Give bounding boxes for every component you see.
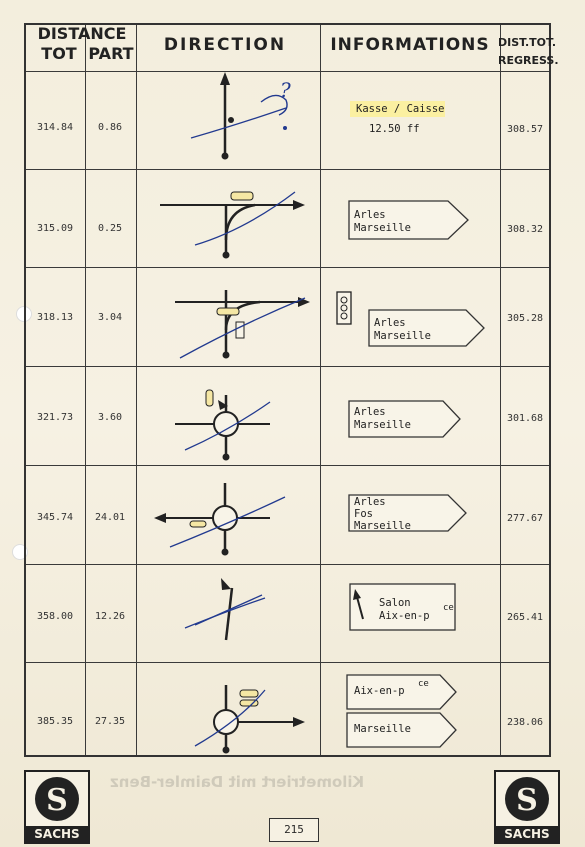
roundabout-right-icon xyxy=(170,680,320,755)
row-1-part: 0.86 xyxy=(97,122,123,133)
row-7-sign-bottom xyxy=(346,712,458,748)
header-distance-label: DISTANCE xyxy=(37,24,127,43)
row-7-sign-line1: Aix-en-p xyxy=(354,685,405,697)
row-3-part: 3.04 xyxy=(97,312,123,323)
sachs-emblem-icon xyxy=(496,772,558,826)
row-2-sign-line2: Marseille xyxy=(354,222,411,234)
row-3-sign-line2: Marseille xyxy=(374,330,431,342)
row-5-sign xyxy=(348,494,468,532)
row-6-sign-line1: Salon xyxy=(379,597,411,609)
row-3-traffic-light xyxy=(335,290,355,330)
sachs-logo-right xyxy=(494,770,560,844)
row-1-info-line2: 12.50 ff xyxy=(369,123,420,135)
row-6-sign-sup: ce xyxy=(443,603,454,613)
row-6-sign xyxy=(349,583,457,631)
row-7-sign-sup: ce xyxy=(418,679,429,689)
row-2-sign xyxy=(348,200,470,240)
row-5-part: 24.01 xyxy=(94,512,126,523)
row-3-tot: 318.13 xyxy=(36,312,74,323)
row-4-tot: 321.73 xyxy=(36,412,74,423)
row-2-sign-line1: Arles xyxy=(354,209,386,221)
row-3-regress: 305.28 xyxy=(506,313,544,324)
row-5-tot: 345.74 xyxy=(36,512,74,523)
row-1-handwritten-mark: ? xyxy=(280,78,291,102)
row-7-sign-top xyxy=(346,674,458,710)
row-5-sign-line1: Arles xyxy=(354,496,386,508)
row-1-info-line1: Kasse / Caisse xyxy=(356,103,445,115)
row-2-direction-diagram xyxy=(155,180,315,260)
header-direction: DIRECTION xyxy=(163,35,287,55)
row-7-direction-diagram xyxy=(170,680,320,755)
sachs-logo-left xyxy=(24,770,90,844)
row-2-part: 0.25 xyxy=(97,223,123,234)
row-1-tot: 314.84 xyxy=(36,122,74,133)
row-4-direction-diagram xyxy=(170,380,320,465)
row-6-direction-diagram xyxy=(170,570,320,650)
row-5-sign-line2: Fos xyxy=(354,508,373,520)
row-4-regress: 301.68 xyxy=(506,413,544,424)
row-4-sign-line2: Marseille xyxy=(354,419,411,431)
row-1-regress: 308.57 xyxy=(506,124,544,135)
svg-text:S: S xyxy=(516,783,538,818)
right-turn-icon xyxy=(170,280,320,365)
row-2-regress: 308.32 xyxy=(506,224,544,235)
page-number: 215 xyxy=(269,818,319,842)
bleed-through-watermark: Kilometriert mit Daimler-Benz xyxy=(110,773,365,791)
header-part: PART xyxy=(88,44,134,63)
row-5-direction-diagram xyxy=(150,475,320,565)
row-5-regress: 277.67 xyxy=(506,513,544,524)
sachs-emblem-icon xyxy=(26,772,88,826)
row-6-tot: 358.00 xyxy=(36,611,74,622)
header-distance xyxy=(32,26,132,42)
traffic-light-icon xyxy=(335,290,355,330)
row-6-part: 12.26 xyxy=(94,611,126,622)
row-3-sign-line1: Arles xyxy=(374,317,406,329)
row-3-direction-diagram xyxy=(170,280,320,365)
row-7-sign2-line1: Marseille xyxy=(354,723,411,735)
header-regress-2: REGRESS. xyxy=(498,54,559,67)
row-4-sign-line1: Arles xyxy=(354,406,386,418)
row-7-part: 27.35 xyxy=(94,716,126,727)
header-regress-1: DIST.TOT. xyxy=(498,36,557,49)
row-6-regress: 265.41 xyxy=(506,612,544,623)
row-6-sign-line2: Aix-en-p xyxy=(379,610,430,622)
header-tot: TOT xyxy=(41,44,77,63)
right-turn-icon xyxy=(155,180,315,260)
header-informations: INFORMATIONS xyxy=(330,35,490,55)
row-7-tot: 385.35 xyxy=(36,716,74,727)
row-2-tot: 315.09 xyxy=(36,223,74,234)
row-4-part: 3.60 xyxy=(97,412,123,423)
roundabout-left-icon xyxy=(150,475,320,565)
svg-text:S: S xyxy=(46,783,68,818)
sachs-logo-text-left: SACHS xyxy=(26,826,88,842)
row-4-sign xyxy=(348,400,462,438)
roundabout-icon xyxy=(170,380,320,465)
fork-left-icon xyxy=(170,570,320,650)
row-7-regress: 238.06 xyxy=(506,717,544,728)
row-5-sign-line3: Marseille xyxy=(354,520,411,532)
sachs-logo-text-right: SACHS xyxy=(496,826,558,842)
row-3-sign xyxy=(368,309,486,347)
